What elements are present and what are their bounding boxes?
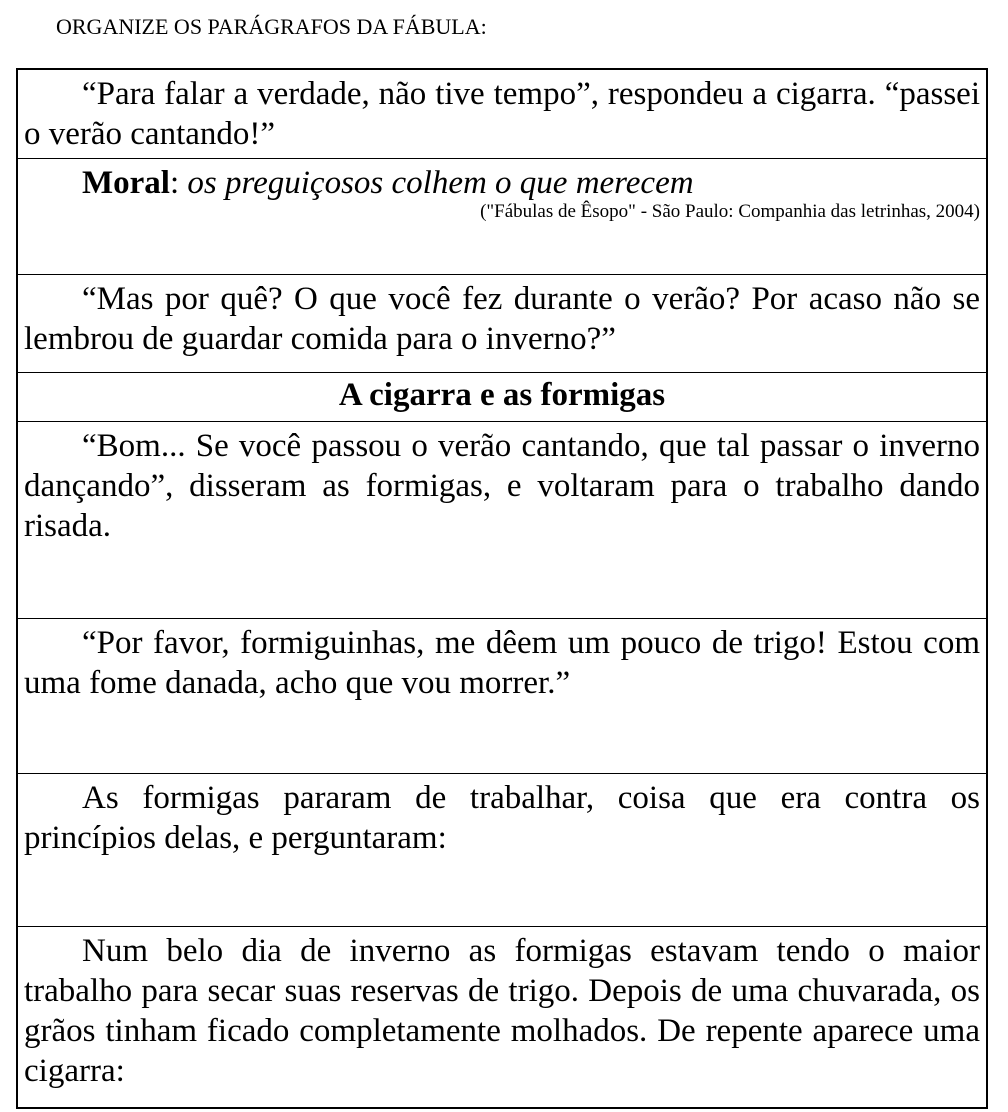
paragraph-cell-6: “Por favor, formiguinhas, me dêem um pouco de trigo! Estou com uma fome danada, acho que vou morrer.” [18,619,986,774]
paragraph-cell-3: “Mas por quê? O que você fez durante o verão? Por acaso não se lembrou de guardar comida para o inverno?” [18,275,986,373]
moral-separator: : [169,165,188,201]
moral-text: os preguiçosos colhem o que merecem [187,165,694,201]
fable-table [16,68,988,1109]
instruction-heading: ORGANIZE OS PARÁGRAFOS DA FÁBULA: [56,14,487,39]
moral-line [24,163,980,203]
source-citation: ("Fábulas de Êsopo" - São Paulo: Companhia das letrinhas, 2004) [480,201,980,222]
paragraph-cell-8: Num belo dia de inverno as formigas estavam tendo o maior trabalho para secar suas reservas de trigo. Depois de uma chuvarada, os grãos tinham ficado completamente molhados. De repente aparece uma cigarra: [24,933,980,1089]
paragraph-cell-7: As formigas pararam de trabalhar, coisa que era contra os princípios delas, e perguntaram: [18,774,986,927]
moral-label: Moral [82,165,170,201]
paragraph-cell-1: “Para falar a verdade, não tive tempo”, respondeu a cigarra. “passei o verão cantando!” [18,70,986,159]
paragraph-cell-5: “Bom... Se você passou o verão cantando, que tal passar o inverno dançando”, disseram as formigas, e voltaram para o trabalho dando risada. [18,422,986,619]
fable-title: A cigarra e as formigas [18,373,986,422]
moral-cell [18,159,986,275]
